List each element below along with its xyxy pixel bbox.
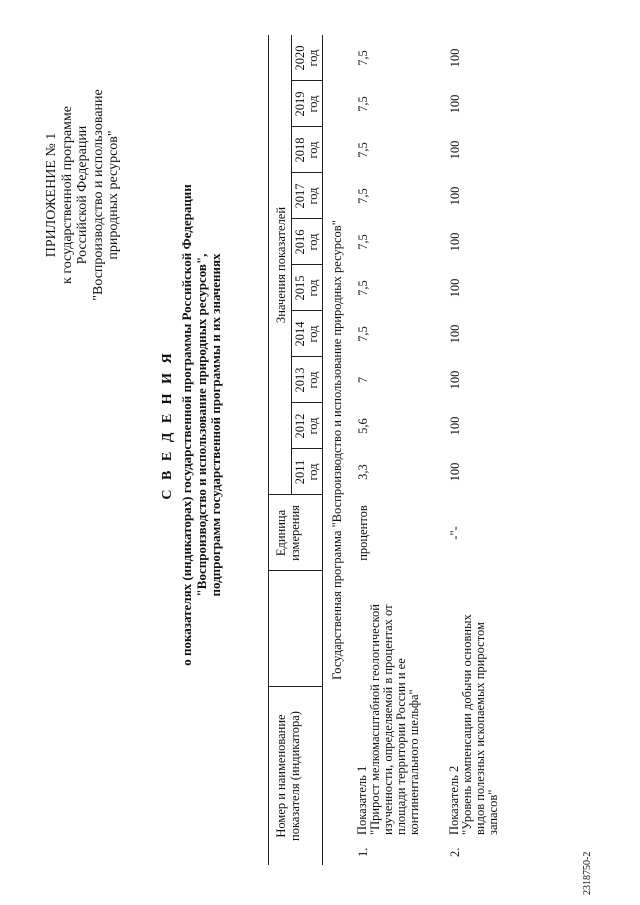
header-text: Единица: [274, 509, 288, 557]
year-header: 2018 год: [293, 137, 320, 163]
document-code: 2318750-2: [582, 851, 593, 895]
row-number: 2.: [448, 847, 462, 857]
description-line: Показатель 2: [447, 765, 461, 835]
year-header: 2015 год: [293, 275, 320, 301]
title-block: [160, 145, 224, 705]
value-cell: 3,3: [356, 464, 370, 480]
value-cell: 7,5: [356, 50, 370, 66]
description-line: континентального шельфа": [407, 689, 421, 835]
value-cell: 5,6: [356, 418, 370, 434]
indicator-description: [448, 573, 500, 835]
appendix-line: к государственной программе: [59, 106, 75, 284]
year-header: 2020 год: [293, 45, 320, 71]
year-header: 2016 год: [293, 229, 320, 255]
appendix-line: Российской Федерации: [75, 125, 90, 265]
appendix-line: природных ресурсов": [106, 130, 121, 260]
value-cell: 7,5: [356, 280, 370, 296]
row-number: 1.: [356, 847, 370, 857]
value-cell: 100: [448, 416, 462, 436]
subtitle-line: о показателях (индикаторах) государственной программы Российской Федерации: [179, 184, 194, 666]
description-line: площади территории России и ее: [394, 658, 408, 835]
description-line: "Прирост мелкомасштабной геологической: [368, 604, 382, 835]
indicator-description: [356, 573, 421, 835]
year-header: 2013 год: [293, 367, 320, 393]
value-cell: 7,5: [356, 234, 370, 250]
year-header: 2017 год: [293, 183, 320, 209]
value-cell: 100: [448, 324, 462, 344]
year-header: 2014 год: [293, 321, 320, 347]
description-line: Показатель 1: [355, 765, 369, 835]
value-cell: 100: [448, 232, 462, 252]
description-line: "Уровень компенсации добычи основных: [460, 614, 474, 835]
header-text: показателя (индикатора): [288, 711, 302, 841]
unit-cell: процентов: [356, 505, 370, 561]
year-header: 2019 год: [293, 91, 320, 117]
table-top-border: [268, 35, 269, 865]
description-line: запасов": [486, 789, 500, 835]
header-unit: [274, 495, 302, 571]
value-cell: 7,5: [356, 188, 370, 204]
value-cell: 100: [448, 48, 462, 68]
unit-cell: -"-: [448, 526, 462, 540]
header-group-divider: [291, 35, 292, 495]
header-bottom-border: [322, 35, 323, 865]
appendix-line: ПРИЛОЖЕНИЕ № 1: [44, 132, 59, 258]
section-title: Государственная программа "Воспроизводство и использование природных ресурсов": [330, 220, 344, 680]
subtitle-line: "Воспроизводство и использование природных ресурсов",: [193, 253, 209, 597]
value-cell: 100: [448, 370, 462, 390]
description-line: видов полезных ископаемых приростом: [473, 622, 487, 835]
value-cell: 100: [448, 278, 462, 298]
value-cell: 7,5: [356, 326, 370, 342]
header-values: Значения показателей: [274, 206, 288, 324]
document-title: С В Е Д Е Н И Я: [160, 350, 175, 500]
year-header: 2011 год: [293, 459, 320, 485]
value-cell: 100: [448, 462, 462, 482]
header-indicator-name: [274, 687, 302, 865]
appendix-line: "Воспроизводство и использование: [90, 89, 106, 301]
header-text: Номер и наименование: [274, 714, 288, 838]
value-cell: 7,5: [356, 142, 370, 158]
value-cell: 7,5: [356, 96, 370, 112]
value-cell: 100: [448, 186, 462, 206]
subtitle-line: подпрограмм государственной программы и их значениях: [208, 253, 223, 597]
description-line: изученности, определяемой в процентах от: [381, 604, 395, 835]
year-header: 2012 год: [293, 413, 320, 439]
value-cell: 100: [448, 140, 462, 160]
appendix-header: [44, 45, 122, 345]
value-cell: 100: [448, 94, 462, 114]
value-cell: 7: [356, 376, 370, 384]
header-text: измерения: [288, 505, 302, 561]
